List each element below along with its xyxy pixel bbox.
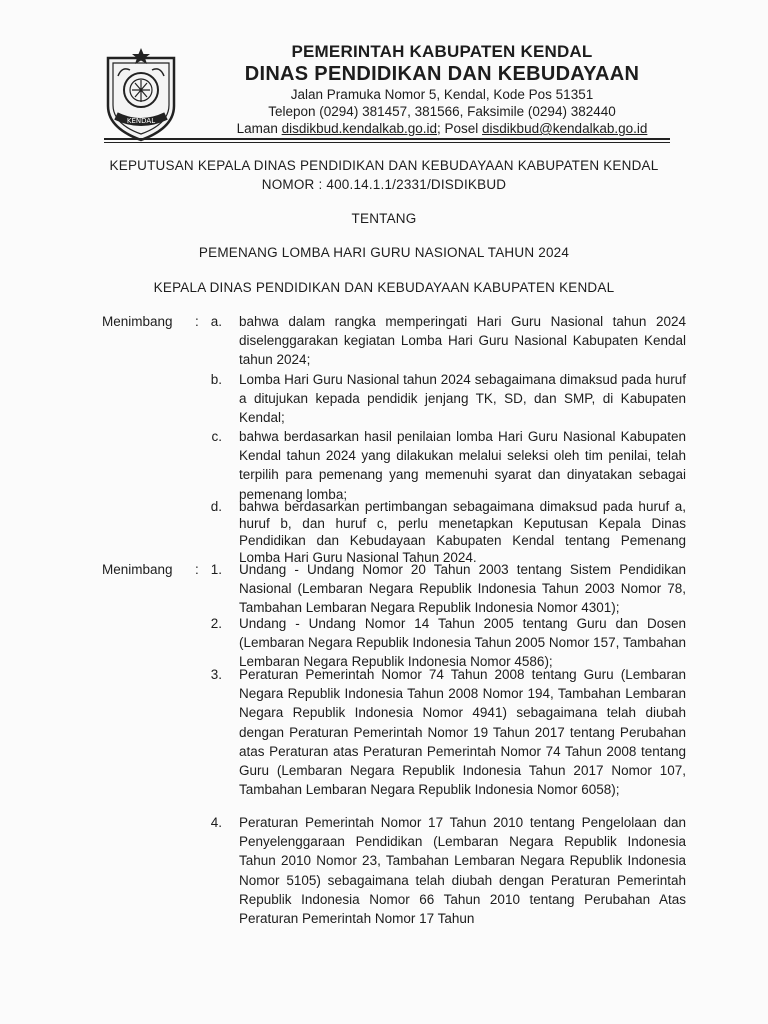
letterhead-divider-thin <box>104 142 670 143</box>
section-label: Menimbang <box>102 562 173 577</box>
item-mark: 2. <box>210 616 222 631</box>
email-link[interactable]: disdikbud@kendalkab.go.id <box>482 121 648 136</box>
item-text: Peraturan Pemerintah Nomor 17 Tahun 2010 tentang Pengelolaan dan Penyelenggaraan Pendidikan (Lembaran Negara Republik Indonesia Tahun 2010 Nomor 23, Tambahan Lembaran Negara Republik Indonesia Nomor 5105) sebagaimana telah diubah dengan Peraturan Pemerintah Republik Indonesia Nomor 66 Tahun 2010 tentang Perubahan Atas Peraturan Pemerintah Nomor 17 Tahun <box>239 815 686 927</box>
section-label: Menimbang <box>102 314 173 329</box>
item-mark: b. <box>210 372 222 387</box>
item-text: Peraturan Pemerintah Nomor 74 Tahun 2008 tentang Guru (Lembaran Negara Republik Indonesia Tahun 2008 Nomor 194, Tambahan Lembaran Negara Republik Indonesia Nomor 4941) sebagaimana telah diubah dengan Peraturan Pemerintah Nomor 19 Tahun 2017 tentang Perubahan atas Peraturan atas Peraturan Pemerintah Nomor 74 Tahun 2008 tentang Guru (Lembaran Negara Republik Indonesia Tahun 2017 Nomor 107, Tambahan Lembaran Negara Republik Indonesia Nomor 6058); <box>239 667 686 798</box>
svg-text:KENDAL: KENDAL <box>126 117 156 125</box>
item-mark: 4. <box>210 815 222 830</box>
decree-issuer: KEPALA DINAS PENDIDIKAN DAN KEBUDAYAAN KABUPATEN KENDAL <box>153 280 615 295</box>
item-text: bahwa berdasarkan hasil penilaian lomba Hari Guru Nasional Kabupaten Kendal tahun 2024 yang dilakukan melalui seleksi oleh tim penilai, telah terpilih para pemenang yang memenuhi syarat dan dinyatakan sebagai pemenang lomba; <box>239 429 686 502</box>
item-mark: d. <box>210 499 222 514</box>
government-name: PEMERINTAH KABUPATEN KENDAL <box>291 42 593 61</box>
decree-title: KEPUTUSAN KEPALA DINAS PENDIDIKAN DAN KEBUDAYAAN KABUPATEN KENDAL <box>109 158 659 173</box>
section-colon: : <box>195 314 199 329</box>
section-colon: : <box>195 562 199 577</box>
item-mark: a. <box>210 314 222 329</box>
office-web-mail <box>192 120 692 137</box>
item-text: bahwa dalam rangka memperingati Hari Guru Nasional tahun 2024 diselenggarakan kegiatan Lomba Hari Guru Nasional Kabupaten Kendal tahun 2024; <box>239 314 686 368</box>
item-mark: 3. <box>210 667 222 682</box>
mail-prefix: ; Posel <box>437 121 483 136</box>
office-phone: Telepon (0294) 381457, 381566, Faksimile (0294) 382440 <box>268 104 616 119</box>
item-text: Undang - Undang Nomor 20 Tahun 2003 tentang Sistem Pendidikan Nasional (Lembaran Negara Republik Indonesia Tahun 2003 Nomor 78, Tambahan Lembaran Negara Republik Indonesia Nomor 4301); <box>239 562 686 616</box>
item-text: Lomba Hari Guru Nasional tahun 2024 sebagaimana dimaksud pada huruf a ditujukan kepada pendidik jenjang TK, SD, dan SMP, di Kabupaten Kendal; <box>239 372 686 426</box>
office-name: DINAS PENDIDIKAN DAN KEBUDAYAAN <box>244 63 640 85</box>
item-text: bahwa berdasarkan pertimbangan sebagaimana dimaksud pada huruf a, huruf b, dan huruf c, perlu menetapkan Keputusan Kepala Dinas Pendidikan dan Kebudayaan Kabupaten Kendal tentang Pemenang Lomba Hari Guru Nasional Tahun 2024. <box>239 499 686 565</box>
website-link[interactable]: disdikbud.kendalkab.go.id <box>281 121 438 136</box>
decree-subject: PEMENANG LOMBA HARI GURU NASIONAL TAHUN 2024 <box>198 245 570 260</box>
decree-tentang: TENTANG <box>351 211 417 226</box>
kendal-regency-emblem-icon <box>102 46 180 144</box>
web-prefix: Laman <box>236 121 282 136</box>
letterhead-divider <box>104 138 670 140</box>
letterhead <box>192 42 692 137</box>
office-address: Jalan Pramuka Nomor 5, Kendal, Kode Pos 51351 <box>290 87 594 102</box>
item-mark: c. <box>211 429 222 444</box>
item-mark: 1. <box>210 562 222 577</box>
item-text: Undang - Undang Nomor 14 Tahun 2005 tentang Guru dan Dosen (Lembaran Negara Republik Indonesia Tahun 2005 Nomor 157, Tambahan Lembaran Negara Republik Indonesia Nomor 4586); <box>239 616 686 670</box>
decree-number: NOMOR : 400.14.1.1/2331/DISDIKBUD <box>261 177 507 192</box>
